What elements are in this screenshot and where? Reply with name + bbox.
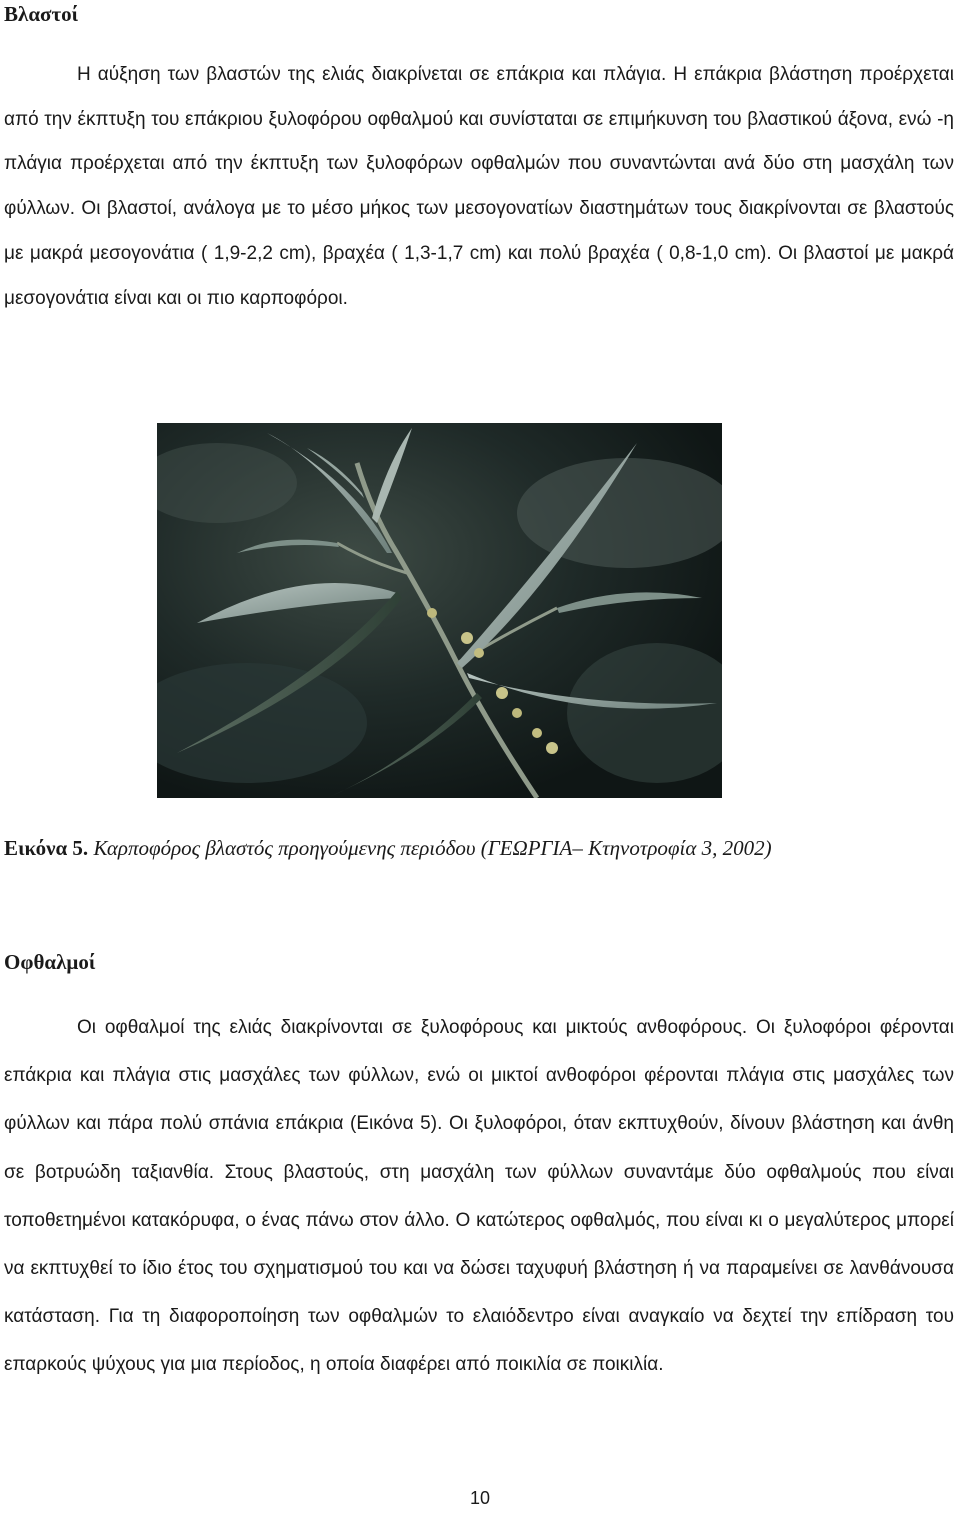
page-number: 10 [469,1488,491,1508]
section-heading-buds: Οφθαλμοί [4,950,96,974]
figure-label: Εικόνα 5. [4,836,89,860]
olive-shoot-illustration [157,423,722,798]
section-heading-shoots: Βλαστοί [4,2,79,26]
paragraph-buds-text: Οι οφθαλμοί της ελιάς διακρίνονται σε ξυλοφόρους και μικτούς ανθοφόρους. Οι ξυλοφόροι φέρονται επάκρια και πλάγια στις μασχάλες των φύλλων, ενώ οι μικτοί ανθοφόροι φέρονται πλάγια στις μασχάλες των φύλλων και πάρα πολύ σπάνια επάκρια (Εικόνα 5). Οι ξυλοφόροι, όταν εκπτυχθούν, δίνουν βλάστηση και άνθη σε βοτρυώδη ταξιανθία. Στους βλαστούς, στη μασχάλη των φύλλων συναντάμε δύο οφθαλμούς που είναι τοποθετημένοι κατακόρυφα, ο ένας πάνω στον άλλο. Ο κατώτερος οφθαλμός, που είναι κι ο μεγαλύτερος μπορεί να εκπτυχθεί το ίδιο έτος του σχηματισμού του και να δώσει ταχυφυή βλάστηση ή να παραμείνει σε λανθάνουσα κατάσταση. Για τη διαφοροποίηση των οφθαλμών το ελαιόδεντρο είναι αναγκαίο να δεχτεί την επίδραση του επαρκούς ψύχους για μια περίοδος, η οποία διαφέρει από ποικιλία σε ποικιλία. [4,1017,954,1376]
figure-caption-text: Καρποφόρος βλαστός προηγούμενης περιόδου (ΓΕΩΡΓΙΑ– Κτηνοτροφία 3, 2002) [93,836,772,860]
paragraph-buds [4,1004,954,1390]
paragraph-shoots [4,53,954,321]
figure-caption [4,836,772,861]
olive-shoot-photo [157,423,722,798]
paragraph-shoots-text: Η αύξηση των βλαστών της ελιάς διακρίνεται σε επάκρια και πλάγια. Η επάκρια βλάστηση προέρχεται από την έκπτυξη του επάκριου ξυλοφόρου οφθαλμού και συνίσταται σε επιμήκυνση του βλαστικού άξονα, ενώ -η πλάγια προέρχεται από την έκπτυξη των ξυλοφόρων οφθαλμών που συναντώνται ανά δύο στη μασχάλη των φύλλων. Οι βλαστοί, ανάλογα με το μέσο μήκος των μεσογονατίων διαστημάτων τους διακρίνονται σε βλαστούς με μακρά μεσογονάτια ( 1,9-2,2 cm), βραχέα ( 1,3-1,7 cm) και πολύ βραχέα ( 0,8-1,0 cm). Οι βλαστοί με μακρά μεσογονάτια είναι και οι πιο καρποφόροι. [4,64,954,309]
